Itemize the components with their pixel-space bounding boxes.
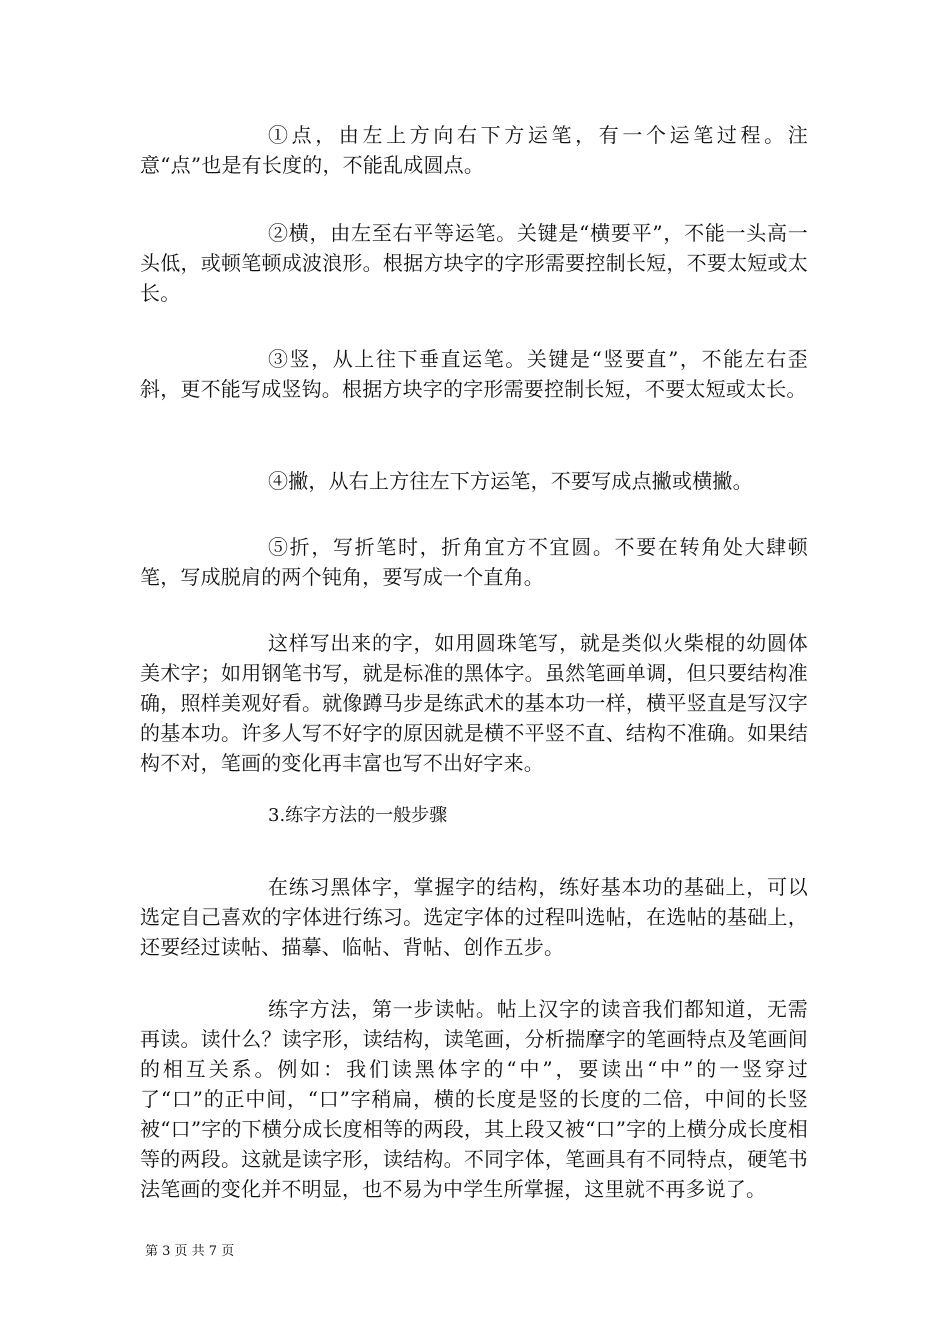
section-heading: 3.练字方法的一般步骤 [268,805,448,826]
paragraph-basic-skills: 这样写出来的字，如用圆珠笔写，就是类似火柴棍的幼圆体美术字；如用钢笔书写，就是标准的黑体字。虽然笔画单调，但只要结构准确，照样美观好看。就像蹲马步是练武术的基本功一样，横平竖直是写汉字的基本功。许多人写不好字的原因就是横不平竖不直、结构不准确。如果结构不对，笔画的变化再丰富也写不出好字来。 [140,631,808,775]
page-number: 第 3 页 共 7 页 [145,1244,235,1259]
paragraph-vertical-stroke: ③竖，从上往下垂直运笔。关键是“竖要直”，不能左右歪斜，更不能写成竖钩。根据方块字的字形需要控制长短，不要太短或太长。 [140,347,808,401]
paragraph-read-copybook: 练字方法，第一步读帖。帖上汉字的读音我们都知道，无需再读。读什么？读字形，读结构，读笔画，分析揣摩字的笔画特点及笔画间的相互关系。例如：我们读黑体字的“中”，要读出“中”的一竖穿过了“口”的正中间，“口”字稍扁，横的长度是竖的长度的二倍，中间的长竖被“口”字的下横分成长度相等的两段，其上段又被“口”字的上横分成长度相等的两段。这就是读字形，读结构。不同字体，笔画具有不同特点，硬笔书法笔画的变化并不明显，也不易为中学生所掌握，这里就不再多说了。 [140,997,808,1201]
paragraph-left-falling-stroke: ④撇，从右上方往左下方运笔，不要写成点撇或横撇。 [268,469,753,493]
paragraph-dot-stroke: ①点，由左上方向右下方运笔，有一个运笔过程。注意“点”也是有长度的，不能乱成圆点。 [140,123,808,177]
paragraph-select-copybook: 在练习黑体字，掌握字的结构，练好基本功的基础上，可以选定自己喜欢的字体进行练习。选定字体的过程叫选帖，在选帖的基础上，还要经过读帖、描摹、临帖、背帖、创作五步。 [140,875,808,959]
paragraph-turning-stroke: ⑤折，写折笔时，折角宜方不宜圆。不要在转角处大肆顿笔，写成脱肩的两个钝角，要写成一个直角。 [140,535,808,589]
paragraph-horizontal-stroke: ②横，由左至右平等运笔。关键是“横要平”，不能一头高一头低，或顿笔顿成波浪形。根据方块字的字形需要控制长短，不要太短或太长。 [140,221,808,305]
